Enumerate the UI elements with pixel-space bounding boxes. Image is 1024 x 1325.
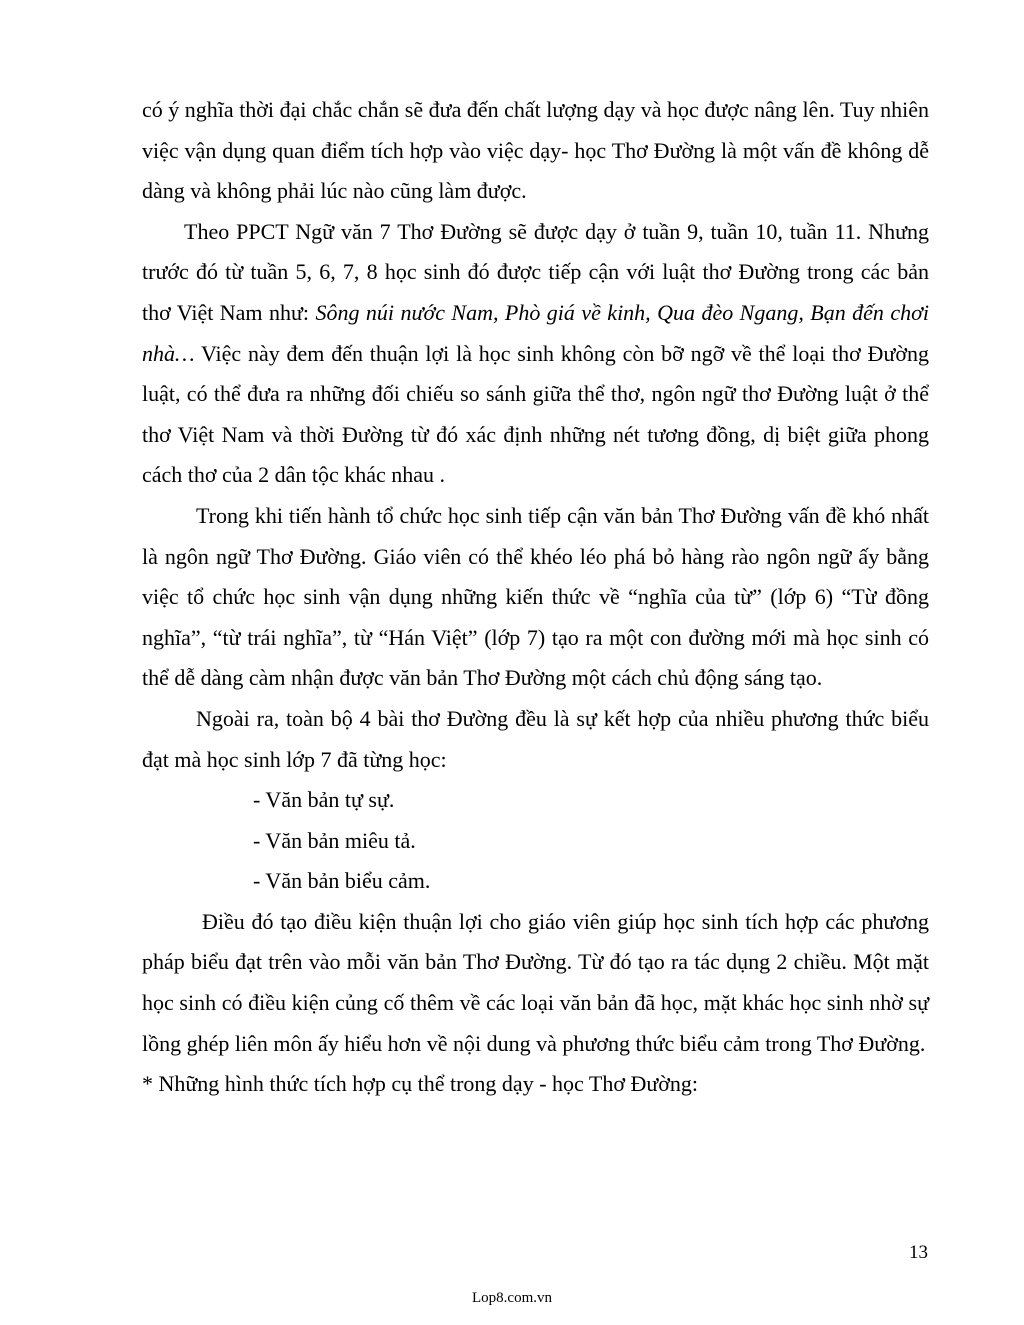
poem-titles-italic: Sông núi nước Nam, Phò giá về kinh, Qua đèo Ngang, Bạn đến chơi nhà… [142,299,929,366]
footer-website: Lop8.com.vn [472,1290,552,1306]
document-body [142,90,929,1105]
paragraph-ppct [142,212,929,496]
paragraph-expression-methods: Ngoài ra, toàn bộ 4 bài thơ Đường đều là sự kết hợp của nhiều phương thức biểu đạt mà học sinh lớp 7 đã từng học: [142,705,929,772]
paragraph-language-barrier: Trong khi tiến hành tổ chức học sinh tiếp cận văn bản Thơ Đường vấn đề khó nhất là ngôn ngữ Thơ Đường. Giáo viên có thể khéo léo phá bỏ hàng rào ngôn ngữ ấy bằng việc tổ chức học sinh vận dụng những kiến thức về “nghĩa của từ” (lớp 6) “Từ đồng nghĩa”, “từ trái nghĩa”, từ “Hán Việt” (lớp 7) tạo ra một con đường mới mà học sinh có thể dễ dàng càm nhận được văn bản Thơ Đường một cách chủ động sáng tạo. [142,502,929,691]
closing-heading-line: * Những hình thức tích hợp cụ thể trong dạy - học Thơ Đường: [142,1071,699,1097]
paragraph-intro-continuation: có ý nghĩa thời đại chắc chắn sẽ đưa đến chất lượng dạy và học được nâng lên. Tuy nhiên việc vận dụng quan điểm tích hợp vào việc dạy- học Thơ Đường là một vấn đề không dễ dàng và không phải lúc nào cũng làm được. [142,97,929,204]
list-item-descriptive: - Văn bản miêu tả. [253,827,416,853]
paragraph-integration-benefits: Điều đó tạo điều kiện thuận lợi cho giáo viên giúp học sinh tích hợp các phương pháp biểu đạt trên vào mỗi văn bản Thơ Đường. Từ đó tạo ra tác dụng 2 chiều. Một mặt học sinh có điều kiện củng cố thêm về các loại văn bản đã học, mặt khác học sinh nhờ sự lồng ghép liên môn ấy hiểu hơn về nội dung và phương thức biểu cảm trong Thơ Đường. [142,908,929,1056]
paragraph-ppct-text-start: Theo PPCT Ngữ văn 7 Thơ Đường sẽ được dạy ở tuần 9, tuần 10, tuần 11. Nhưng trước đó từ tuần 5, 6, 7, 8 học sinh đó được tiếp cận với luật thơ Đường trong các bản thơ Việt Nam như: [142,218,929,325]
list-item-narrative: - Văn bản tự sự. [253,787,395,813]
paragraph-ppct-text-end: Việc này đem đến thuận lợi là học sinh không còn bỡ ngỡ về thể loại thơ Đường luật, có thể đưa ra những đối chiếu so sánh giữa thể thơ, ngôn ngữ thơ Đường luật ở thể thơ Việt Nam và thời Đường từ đó xác định những nét tương đồng, dị biệt giữa phong cách thơ của 2 dân tộc khác nhau . [142,340,929,488]
page-number: 13 [909,1242,928,1263]
list-item-expressive: - Văn bản biểu cảm. [253,868,431,894]
